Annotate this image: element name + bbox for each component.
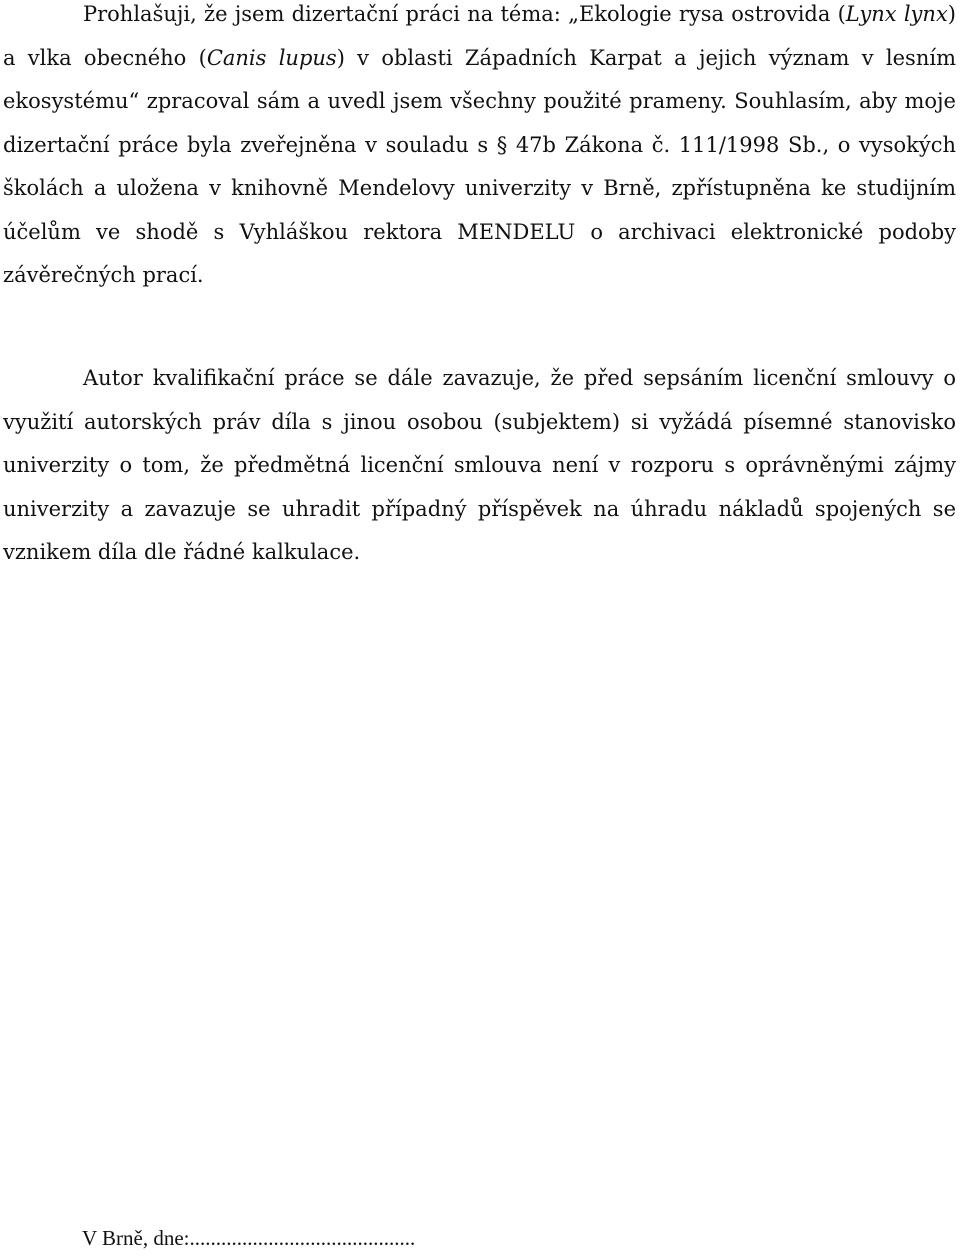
signature-line <box>82 1220 415 1256</box>
declaration-paragraph <box>3 0 956 298</box>
declaration-mid: ) a vlka obecného ( <box>3 2 956 70</box>
signature-dots: ........................................... <box>189 1226 416 1250</box>
place-date-label: V Brně, dne: <box>82 1226 190 1250</box>
species-name-lynx: Lynx lynx <box>845 2 948 26</box>
species-name-wolf: Canis lupus <box>206 45 337 70</box>
obligation-paragraph: Autor kvalifikační práce se dále zavazuje, že před sepsáním licenční smlouvy o využití autorských práv díla s jinou osobou (subjektem) si vyžádá písemné stanovisko univerzity o tom, že předmětná licenční smlouva není v rozporu s oprávněnými zájmy univerzity a zavazuje se uhradit případný příspěvek na úhradu nákladů spojených se vznikem díla dle řádné kalkulace. <box>3 366 956 564</box>
declaration-rest: ) v oblasti Západních Karpat a jejich význam v lesním ekosystému“ zpracoval sám a uvedl jsem všechny použité prameny. Souhlasím, aby moje dizertační práce byla zveřejněna v souladu s § 47b Zákona č. 111/1998 Sb., o vysokých školách a uložena v knihovně Mendelovy univerzity v Brně, zpřístupněna ke studijním účelům ve shodě s Vyhláškou rektora MENDELU o archivaci elektronické podoby závěrečných prací. <box>3 45 956 287</box>
declaration-intro: Prohlašuji, že jsem dizertační práci na téma: „Ekologie rysa ostrovida ( <box>83 2 846 26</box>
